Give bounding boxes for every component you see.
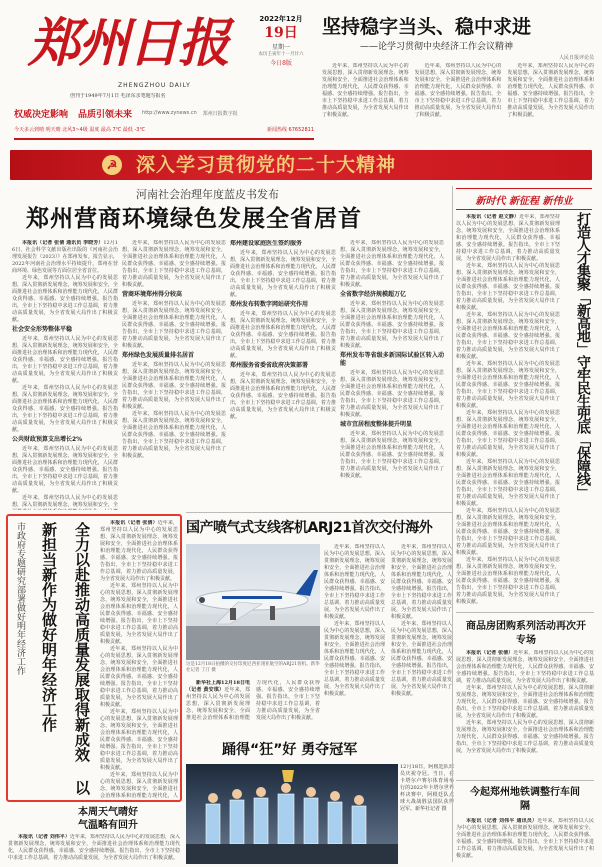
slogan-1: 权威决定影响	[14, 109, 69, 120]
top-story-byline: 人民日报评论员	[558, 55, 594, 61]
economy-story	[6, 514, 182, 802]
date-block	[250, 14, 312, 84]
talent-paragraph: 近年来，郑州坚持以人民为中心的发展思想，深入贯彻新发展理念，统筹发展和安全，全面推进社会治理体系和治理能力现代化，人民群众获得感、幸福感、安全感持续增强。报告指出，全市上下坚持稳中求进工作总基调，着力推动高质量发展，为全省发展大局作出了积极贡献。	[456, 557, 560, 605]
football-photo[interactable]	[186, 764, 398, 864]
talent-body	[456, 214, 560, 654]
top-story-subtitle: ——论学习贯彻中央经济工作会议精神	[360, 42, 514, 52]
slogan-2: 品质引领未来	[78, 109, 133, 120]
housing-title[interactable]: 商品房团购系列活动再次开专场	[466, 621, 586, 646]
arj-caption: 这是12月18日拍摄的交付印度尼西亚翎亚航空的ARJ21客机。新华社记者 丁汀 摄	[186, 662, 320, 673]
party-emblem-icon: ☭	[102, 155, 122, 175]
lead-byline: 本报讯（记者 张倩 通讯员 李晓芳）	[22, 240, 104, 246]
arj-body-left	[186, 680, 320, 736]
lead-paragraph: 近年来，郑州坚持以人民为中心的发展思想，深入贯彻新发展理念，统筹发展和安全，全面推进社会治理体系和治理能力现代化，人民群众获得感、幸福感、安全感持续增强。报告指出，全市上下坚持稳中求进工作总基调，着力推动高质量发展，为全省发展大局作出了积极贡献。	[12, 275, 118, 323]
lead-kicker: 河南社会治理年度蓝皮书发布	[136, 188, 279, 201]
economy-paragraph: 近年来，郑州坚持以人民为中心的发展思想，深入贯彻新发展理念，统筹发展和安全，全面推进社会治理体系和治理能力现代化，人民群众获得感、幸福感、安全感持续增强。报告指出，全市上下坚持稳中求进工作总基调，着力推动高质量发展，为全省发展大局作出了积极贡献。	[100, 646, 178, 708]
slogan-bar	[14, 102, 314, 124]
top-story-title[interactable]: 坚持稳字当头、稳中求进	[322, 16, 532, 38]
arj-paragraph: 近年来，郑州坚持以人民为中心的发展思想，深入贯彻新发展理念，统筹发展和安全，全面推进社会治理体系和治理能力现代化，人民群众获得感、幸福感、安全感持续增强。报告指出，全市上下坚持稳中求进工作总基调，着力推动高质量发展，为全省发展大局作出了积极贡献。	[391, 621, 452, 697]
new-era-badge	[456, 188, 592, 210]
metro-byline: 本报讯（记者 刘伟平 通讯员）	[466, 818, 538, 824]
top-story-body	[322, 63, 594, 139]
arj-paragraph: 近年来，郑州坚持以人民为中心的发展思想，深入贯彻新发展理念，统筹发展和安全，全面推进社会治理体系和治理能力现代化，人民群众获得感、幸福感、安全感持续增强。报告指出，全市上下坚持稳中求进工作总基调，着力推动高质量发展，为全省发展大局作出了积极贡献。	[324, 544, 385, 620]
weather-title[interactable]: 本周天气晴好	[78, 807, 138, 818]
economy-vertical-kicker: 市政府专题研究部署做好明年经济工作	[15, 522, 25, 675]
lead-paragraph: 近年来，郑州坚持以人民为中心的发展思想，深入贯彻新发展理念，统筹发展和安全，全面推进社会治理体系和治理能力现代化，人民群众获得感、幸福感、安全感持续增强。报告指出，全市上下坚持稳中求进工作总基调，着力推动高质量发展，为全省发展大局作出了积极贡献。	[340, 240, 444, 288]
lead-paragraph: 近年来，郑州坚持以人民为中心的发展思想，深入贯彻新发展理念，统筹发展和安全，全面推进社会治理体系和治理能力现代化，人民群众获得感、幸福感、安全感持续增强。报告指出，全市上下坚持稳中求进工作总基调，着力推动高质量发展，为全省发展大局作出了积极贡献。	[340, 370, 444, 418]
talent-paragraph: 近年来，郑州坚持以人民为中心的发展思想，深入贯彻新发展理念，统筹发展和安全，全面推进社会治理体系和治理能力现代化，人民群众获得感、幸福感、安全感持续增强。报告指出，全市上下坚持稳中求进工作总基调，着力推动高质量发展，为全省发展大局作出了积极贡献。	[456, 263, 560, 311]
lead-subhead: 郑州发布等省级多新国际试验区转入动能	[340, 352, 444, 367]
section-divider	[186, 512, 452, 513]
date-day: 19日	[264, 25, 298, 41]
section-divider	[456, 612, 594, 613]
housing-paragraph: 近年来，郑州坚持以人民为中心的发展思想，深入贯彻新发展理念，统筹发展和安全，全面推进社会治理体系和治理能力现代化，人民群众获得感、幸福感、安全感持续增强。报告指出，全市上下坚持稳中求进工作总基调，着力推动高质量发展，为全省发展大局作出了积极贡献。	[456, 650, 594, 684]
website-link[interactable]: http://www.zynews.cn	[142, 109, 197, 116]
talent-paragraph: 近年来，郑州坚持以人民为中心的发展思想，深入贯彻新发展理念，统筹发展和安全，全面推进社会治理体系和治理能力现代化，人民群众获得感、幸福感、安全感持续增强。报告指出，全市上下坚持稳中求进工作总基调，着力推动高质量发展，为全省发展大局作出了积极贡献。	[456, 508, 560, 556]
talent-paragraph: 近年来，郑州坚持以人民为中心的发展思想，深入贯彻新发展理念，统筹发展和安全，全面推进社会治理体系和治理能力现代化，人民群众获得感、幸福感、安全感持续增强。报告指出，全市上下坚持稳中求进工作总基调，着力推动高质量发展，为全省发展大局作出了积极贡献。	[456, 214, 560, 262]
arj-body-right	[324, 544, 452, 736]
weather-byline: 本报讯（记者 刘伟平）	[18, 834, 70, 840]
lead-subhead: 郑州绿色发展质量排名居首	[122, 352, 195, 359]
lead-paragraph: 近年来，郑州坚持以人民为中心的发展思想，深入贯彻新发展理念，统筹发展和安全，全面推进社会治理体系和治理能力现代化，人民群众获得感、幸福感、安全感持续增强。报告指出，全市上下坚持稳中求进工作总基调，着力推动高质量发展，为全省发展大局作出了积极贡献。	[340, 301, 444, 349]
lead-subhead: 郑州建设家庭医生签约服务	[230, 240, 303, 247]
lead-subhead: 社会安全形势整体平稳	[12, 326, 73, 333]
lead-subhead: 郑州服务省委省政府决策部署	[230, 362, 309, 369]
lead-paragraph: 近年来，郑州坚持以人民为中心的发展思想，深入贯彻新发展理念，统筹发展和安全，全	[12, 495, 118, 508]
arj-paragraph: 近年来，郑州坚持以人民为中心的发展思想，深入贯彻新发展理念，统筹发展和安全，全面推进社会治理体系和治理能力现代化，人民群众获得感、幸福感、安全感持续增强。报告指出，全市上下坚持稳中求进工作总基调，着力推动高质量发展，为全省发展大局作出了积极贡献。	[186, 680, 320, 721]
lead-paragraph: 近年来，郑州坚持以人民为中心的发展思想，深入贯彻新发展理念，统筹发展和安全，全面推进社会治理体系和治理能力现代化，人民群众获得感、幸福感、安全感持续增强。报告指出，全市上下坚持稳中求进工作总基调，着力推动高质量发展，为全省发展大局作出了积极贡献。	[230, 250, 336, 298]
talent-title[interactable]: 打造人才集聚「新高地」守牢民生兜底「保障线」	[575, 212, 591, 498]
top-story-para: 近年来，郑州坚持以人民为中心的发展思想，深入贯彻新发展理念，统筹发展和安全，全面推进社会治理体系和治理能力现代化，人民群众获得感、幸福感、安全感持续增强。报告指出，全市上下坚持稳中求进工作总基调，着力推动高质量发展，为全省发展大局作出了积极贡献。	[414, 63, 502, 118]
housing-paragraph: 近年来，郑州坚持以人民为中心的发展思想，深入贯彻新发展理念，统筹发展和安全，全面推进社会治理体系和治理能力现代化，人民群众获得感、幸福感、安全感持续增强。报告指出，全市上下坚持稳中求进工作总基调，着力推动高质量发展，为全省发展大局作出了积极贡献。	[456, 720, 594, 754]
housing-body	[456, 650, 594, 778]
lead-paragraph: 近年来，郑州坚持以人民为中心的发展思想，深入贯彻新发展理念，统筹发展和安全，全面推进社会治理体系和治理能力现代化，人民群众获得感、幸福感、安全感持续增强。报告指出，全市上下坚持稳中求进工作总基调，着力推动高质量发展，为全省发展大局作出了积极贡献。	[122, 362, 226, 410]
date-weekday: 星期一	[271, 44, 290, 51]
date-year-month: 2022年12月	[259, 15, 303, 23]
airplane-icon	[186, 544, 320, 660]
news-hotline: 新闻热线 67652811	[266, 127, 314, 133]
lead-col-2	[122, 240, 226, 510]
football-title[interactable]: 踊得“狂”好 勇夺冠军	[222, 742, 358, 758]
party-banner	[10, 150, 592, 180]
football-caption: 12月18日，阿根廷队球员庆祝夺冠。当日，在卡塔尔卢赛尔体育场举行的2022年卡塔尔世界杯决赛中，阿根廷队点球大战战胜法国队获得冠军。新华社记者 摄	[400, 764, 454, 812]
banner-title: 深入学习贯彻党的二十大精神	[136, 154, 397, 176]
talent-paragraph: 近年来，郑州坚持以人民为中心的发展思想，深入贯彻新发展理念，统筹发展和安全，全面推进社会治理体系和治理能力现代化，人民群众获得感、幸福感、安全感持续增强。报告指出，全市上下坚持稳中求进工作总基调，着力推动高质量发展，为全省发展大局作出了积极贡献。	[456, 312, 560, 360]
economy-body	[100, 520, 178, 798]
lead-subhead: 营商环境郑州得分较高	[122, 291, 183, 298]
metro-title[interactable]: 今起郑州地铁调整行车间隔	[470, 787, 580, 812]
issue-pages: 今日8版	[270, 60, 292, 67]
masthead-rule	[14, 138, 314, 140]
arj-title[interactable]: 国产喷气式支线客机ARJ21首次交付海外	[186, 520, 433, 536]
lead-paragraph: 近年来，郑州坚持以人民为中心的发展思想，深入贯彻新发展理念，统筹发展和安全，全面推进社会治理体系和治理能力现代化，人民群众获得感、幸福感、安全感持续增强。报告指出，全市上下坚持稳中求进工作总基调，着力推动高质量发展，为全省发展大局作出了积极贡献。	[122, 301, 226, 349]
weather-body	[8, 834, 180, 864]
arj-paragraph: 近年来，郑州坚持以人民为中心的发展思想，深入贯彻新发展理念，统筹发展和安全，全面推进社会治理体系和治理能力现代化，人民群众获得感、幸福感、安全感持续增强。报告指出，全市上下坚持稳中求进工作总基调，着力推动高质量发展，为全省发展大局作出了积极贡献。	[324, 621, 385, 697]
lead-col-4	[340, 240, 444, 510]
lead-paragraph: 近年来，郑州坚持以人民为中心的发展思想，深入贯彻新发展理念，统筹发展和安全，全面推进社会治理体系和治理能力现代化，人民群众获得感、幸福感、安全感持续增强。报告指出，全市上下坚持稳中求进工作总基调，着力推动高质量发展，为全省发展大局作出了积极贡献。	[122, 411, 226, 459]
economy-paragraph: 近年来，郑州坚持以人民为中心的发展思想，深入贯彻新发展理念，统筹发展和安全，全面推进社会治理体系和治理能力现代化，人民群众获得感、幸福感、安全感持续增强。报告指出，全市上下坚持稳中求进工作总基调，着力推动高质量发展，为全省发展大局作出了积极贡献。	[100, 709, 178, 771]
economy-title[interactable]: 全力以赴推动高质量发展取得新成效 以新担当新作为做好明年经济工作	[40, 522, 91, 795]
lead-subhead: 公共财政预算支出增长2%	[12, 436, 83, 443]
top-story-para: 近年来，郑州坚持以人民为中心的发展思想，深入贯彻新发展理念，统筹发展和安全，全面推进社会治理体系和治理能力现代化，人民群众获得感、幸福感、安全感持续增强。报告指出，全市上下坚持稳中求进工作总基调，着力推动高质量发展，为全省发展大局作出了积极贡献。	[322, 63, 409, 118]
talent-paragraph: 近年来，郑州坚持以人民为中心的发展思想，深入贯彻新发展理念，统筹发展和安全，全面推进社会治理体系和治理能力现代化，人民群众获得感、幸福感、安全感持续增强。报告指出，全市上下坚持稳中求进工作总基调，着力推动高质量发展，为全省发展大局作出了积极贡献。	[456, 410, 560, 458]
lead-paragraph: 近年来，郑州坚持以人民为中心的发展思想，深入贯彻新发展理念，统筹发展和安全，全面推进社会治理体系和治理能力现代化，人民群众获得感、幸福感、安全感持续增强。报告指出，全市上下坚持稳中求进工作总基调，着力推动高质量发展，为全省发展大局作出了积极贡献。	[122, 240, 226, 288]
new-era-badge-text: 新时代 新征程 新伟业	[475, 196, 573, 207]
arj-byline: 新华社上海12月18日电（记者 黄安琪）	[186, 680, 250, 693]
masthead-logo: 郑州日报	[28, 13, 229, 74]
weather-paragraph: 近年来，郑州坚持以人民为中心的发展思想，深入贯彻新发展理念，统筹发展和安全，全面推进社会治理体系和治理能力现代化，人民群众获得感、幸福感、安全感持续增强。报告指出，全市上下坚持稳中求进工作总基调，着力推动高质量发展，为全省发展大局作出了积极贡献。	[8, 834, 180, 861]
weather-subtitle: 气温略有回升	[78, 820, 138, 831]
column-divider	[452, 186, 453, 862]
lead-paragraph: 12月16日，社会科学文献出版社出版的《河南社会治理发展报告（2023）》在郑州发布。报告显示，2022年河南社会治理水平持续提升，郑州在营商环境、绿色发展等方面位居全省首位。	[12, 240, 118, 274]
lead-paragraph: 近年来，郑州坚持以人民为中心的发展思想，深入贯彻新发展理念，统筹发展和安全，全面推进社会治理体系和治理能力现代化，人民群众获得感、幸福感、安全感持续增强。报告指出，全市上下坚持稳中求进工作总基调，着力推动高质量发展，为全省发展大局作出了积极贡献。	[230, 372, 336, 420]
housing-paragraph: 近年来，郑州坚持以人民为中心的发展思想，深入贯彻新发展理念，统筹发展和安全，全面推进社会治理体系和治理能力现代化，人民群众获得感、幸福感、安全感持续增强。报告指出，全市上下坚持稳中求进工作总基调，着力推动高质量发展，为全省发展大局作出了积极贡献。	[456, 685, 594, 719]
date-lunar: 农历壬寅年十一月廿六	[258, 52, 304, 57]
section-divider	[456, 780, 594, 781]
talent-paragraph: 近年来，郑州坚持以人民为中心的发展思想，深入贯彻新发展理念，统筹发展和安全，全面推进社会治理体系和治理能力现代化，人民群众获得感、幸福感、安全感持续增强。报告指出，全市上下坚持稳中求进工作总基调，着力推动高质量发展，为全省发展大局作出了积极贡献。	[456, 361, 560, 409]
metro-body	[456, 818, 594, 864]
housing-byline: 本报讯（记者 张倩）	[466, 650, 514, 656]
top-story-para: 近年来，郑州坚持以人民为中心的发展思想，深入贯彻新发展理念，统筹发展和安全，全面推进社会治理体系和治理能力现代化，人民群众获得感、幸福感、安全感持续增强。报告指出，全市上下坚持稳中求进工作总基调，着力推动高质量发展，为全省发展大局作出了积极贡献。	[507, 63, 594, 118]
masthead-links	[142, 110, 238, 117]
lead-paragraph: 近年来，郑州坚持以人民为中心的发展思想，深入贯彻新发展理念，统筹发展和安全，全面推进社会治理体系和治理能力现代化，人民群众获得感、幸福感、安全感持续增强。报告指出，全市上下坚持稳中求进工作总基调，着力推动高质量发展，为全省发展大局作出了积极贡献。	[12, 446, 118, 494]
economy-paragraph: 近年来，郑州坚持以人民为中心的发展思想，深入贯彻新发展理念，统筹发展和安全，全面推进社会治理体系和治理能力现代化，人民群众获得感、幸福感、安全感持续增强。报告指出，全市上下坚持稳中求进工作总基调，着力推动高质量发展，为全省发展大局作出了积极贡献。	[100, 583, 178, 645]
trophy-celebration-icon	[186, 764, 398, 864]
talent-byline: 本报讯（记者 赵文静）	[466, 214, 520, 220]
economy-paragraph: 近年来，郑州坚持以人民为中心的发展思想，深入贯彻新发展理念，统筹发展和安全，全面推进社会治理体系和治理能力现代化，人	[100, 772, 178, 798]
weather-text: 今天多云到晴 明天晴 北风3~4级 温度 最高 7℃ 最低 -3℃	[14, 127, 146, 133]
arj-photo[interactable]	[186, 544, 320, 660]
lead-col-1	[12, 240, 118, 510]
economy-paragraph: 近年来，郑州坚持以人民为中心的发展思想，深入贯彻新发展理念，统筹发展和安全，全面推进社会治理体系和治理能力现代化，人民群众获得感、幸福感、安全感持续增强。报告指出，全市上下坚持稳中求进工作总基调，着力推动高质量发展，为全省发展大局作出了积极贡献。	[100, 520, 178, 582]
weather-line	[14, 126, 314, 136]
masthead-pinyin: ZHENGZHOU DAILY	[118, 82, 191, 89]
lead-paragraph: 近年来，郑州坚持以人民为中心的发展思想，深入贯彻新发展理念，统筹发展和安全，全面推进社会治理体系和治理能力现代化，人民群众获得感、幸福感、安全感持续增强。报告指出，全市上下坚持稳中求进工作总基调，着力推动高质量发展，为全省发展大局作出了积极贡献。	[340, 431, 444, 479]
top-story	[322, 14, 594, 148]
talent-paragraph: 近年来，郑州坚持以人民为中心的发展思想，深入贯彻新发展理念，统筹发展和安全，全面推进社会治理体系和治理能力现代化，人民群众获得感、幸福感、安全感持续增强。报告指出，全市上下坚持稳中求进工作总基调，着力推动高质量发展，为全省发展大局作出了积极贡献。	[456, 459, 560, 507]
digital-edition[interactable]: 郑州日报数字报	[202, 110, 238, 117]
lead-subhead: 城市宜居程度整体提升明显	[340, 421, 413, 428]
lead-title[interactable]: 郑州营商环境绿色发展全省居首	[26, 206, 362, 232]
lead-subhead: 郑州发布转数字网站研究作用	[230, 301, 309, 308]
lead-paragraph: 近年来，郑州坚持以人民为中心的发展思想，深入贯彻新发展理念，统筹发展和安全，全面推进社会治理体系和治理能力现代化，人民群众获得感、幸福感、安全感持续增强。报告指出，全市上下坚持稳中求进工作总基调，着力推动高质量发展，为全省发展大局作出了积极贡献。	[12, 336, 118, 384]
arj-paragraph: 近年来，郑州坚持以人民为中心的发展思想，深入贯彻新发展理念，统筹发展和安全，全面推进社会治理体系和治理能力现代化，人民群众获得感、幸福感、安全感持续增强。报告指出，全市上下坚持稳中求进工作总基调，着力推动高质量发展，为全省发展大局作出了积极贡献。	[391, 544, 452, 620]
metro-paragraph: 近年来，郑州坚持以人民为中心的发展思想，深入贯彻新发展理念，统筹发展和安全，全面推进社会治理体系和治理能力现代化，人民群众获得感、幸福感、安全感持续增强。报告指出，全市上下坚持稳中求进工作总基调，着力推动高质量发展，为全省发展大局作出了积极贡献。	[456, 818, 594, 859]
lead-paragraph: 近年来，郑州坚持以人民为中心的发展思想，深入贯彻新发展理念，统筹发展和安全，全面推进社会治理体系和治理能力现代化，人民群众获得感、幸福感、安全感持续增强。报告指出，全市上下坚持稳中求进工作总基调，着力推动高质量发展，为全省发展大局作出了积极贡献。	[230, 311, 336, 359]
lead-subhead: 全省数字经济规模超万亿	[340, 291, 407, 298]
lead-paragraph: 近年来，郑州坚持以人民为中心的发展思想，深入贯彻新发展理念，统筹发展和安全，全面推进社会治理体系和治理能力现代化，人民群众获得感、幸福感、安全感持续增强。报告指出，全市上下坚持稳中求进工作总基调，着力推动高质量发展，为全省发展大局作出了积极贡献。	[12, 385, 118, 433]
lead-col-3	[230, 240, 336, 510]
economy-byline: 本报讯（记者 张倩）	[110, 520, 158, 526]
masthead-founded: 创刊于1949年7月1日 毛泽东亲笔题写报名	[70, 93, 166, 99]
